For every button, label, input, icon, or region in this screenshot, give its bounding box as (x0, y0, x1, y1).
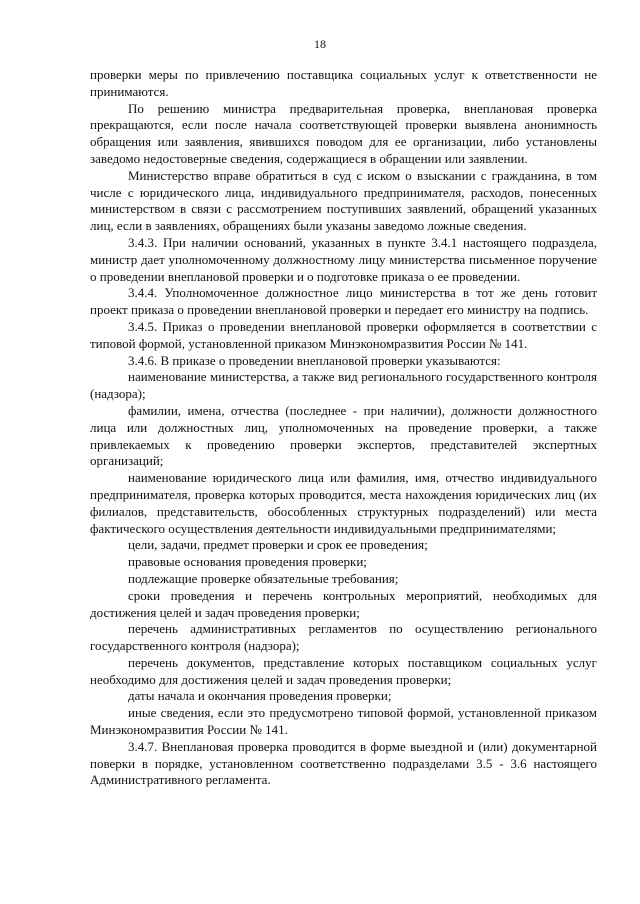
list-item-terms-measures: сроки проведения и перечень контрольных мероприятий, необходимых для достижения целей и задач проведения проверки; (90, 587, 597, 620)
paragraph-3-4-6: 3.4.6. В приказе о проведении внеплановой проверки указываются: (128, 352, 501, 368)
paragraph-3-4-5: 3.4.5. Приказ о проведении внеплановой проверки оформляется в соответствии с типовой формой, установленной приказом Минэкономразвития России № 141. (90, 318, 597, 351)
list-item-inspectors: фамилии, имена, отчества (последнее - при наличии), должности должностного лица или должностных лиц, уполномоченных на проведение проверки, а также привлекаемых к проведению проверки экспертов, представителей экспертных организаций; (90, 402, 597, 469)
list-item-dates: даты начала и окончания проведения проверки; (128, 688, 392, 704)
list-item-requirements: подлежащие проверке обязательные требования; (128, 570, 399, 586)
list-item-goals: цели, задачи, предмет проверки и срок ее проведения; (128, 537, 428, 553)
list-item-legal-basis: правовые основания проведения проверки; (128, 554, 367, 570)
paragraph-3-4-3: 3.4.3. При наличии оснований, указанных в пункте 3.4.1 настоящего подраздела, министр дает уполномоченному должностному лицу министерства письменное поручение о проведении внеплановой проверки и о подготовке приказа о ее проведении. (90, 234, 597, 284)
document-body (90, 67, 597, 789)
paragraph-continuation: проверки меры по привлечению поставщика социальных услуг к ответственности не принимаются. (90, 67, 597, 99)
list-item-subject-name: наименование юридического лица или фамилия, имя, отчество индивидуального предпринимателя, проверка которых проводится, места нахождения юридических лиц (их филиалов, представительств, обособленных структурных подразделений) или места фактического осуществления деятельности индивидуальными предпринимателями; (90, 470, 597, 536)
page-number: 18 (314, 37, 326, 51)
paragraph-3-4-7: 3.4.7. Внеплановая проверка проводится в форме выездной и (или) документарной поверки в порядке, установленном соответственно подразделами 3.5 - 3.6 настоящего Административного регламента. (90, 738, 597, 788)
list-item-other: иные сведения, если это предусмотрено типовой формой, установленной приказом Минэкономразвития России № 141. (90, 705, 597, 738)
list-item-regulations: перечень административных регламентов по осуществлению регионального государственного контроля (надзора); (90, 621, 597, 654)
paragraph-court-claim: Министерство вправе обратиться в суд с иском о взыскании с гражданина, в том числе с юридического лица, индивидуального предпринимателя, расходов, понесенных министерством в связи с рассмотрением поступивших заявлений, обращений указанных лиц, если в заявлениях, обращениях были указаны заведомо ложные сведения. (90, 167, 597, 234)
list-item-documents: перечень документов, представление которых поставщиком социальных услуг необходимо для достижения целей и задач проведения проверки; (90, 654, 597, 687)
paragraph-3-4-4: 3.4.4. Уполномоченное должностное лицо министерства в тот же день готовит проект приказа о проведении внеплановой проверки и передает его министру на подпись. (90, 285, 597, 318)
paragraph-termination: По решению министра предварительная проверка, внеплановая проверка прекращаются, если после начала соответствующей проверки выявлена анонимность обращения или заявления, явившихся поводом для ее организации, либо установлены заведомо недостоверные сведения, содержащиеся в обращении или заявлении. (90, 100, 597, 166)
list-item-ministry-name: наименование министерства, а также вид регионального государственного контроля (надзора); (90, 369, 597, 402)
